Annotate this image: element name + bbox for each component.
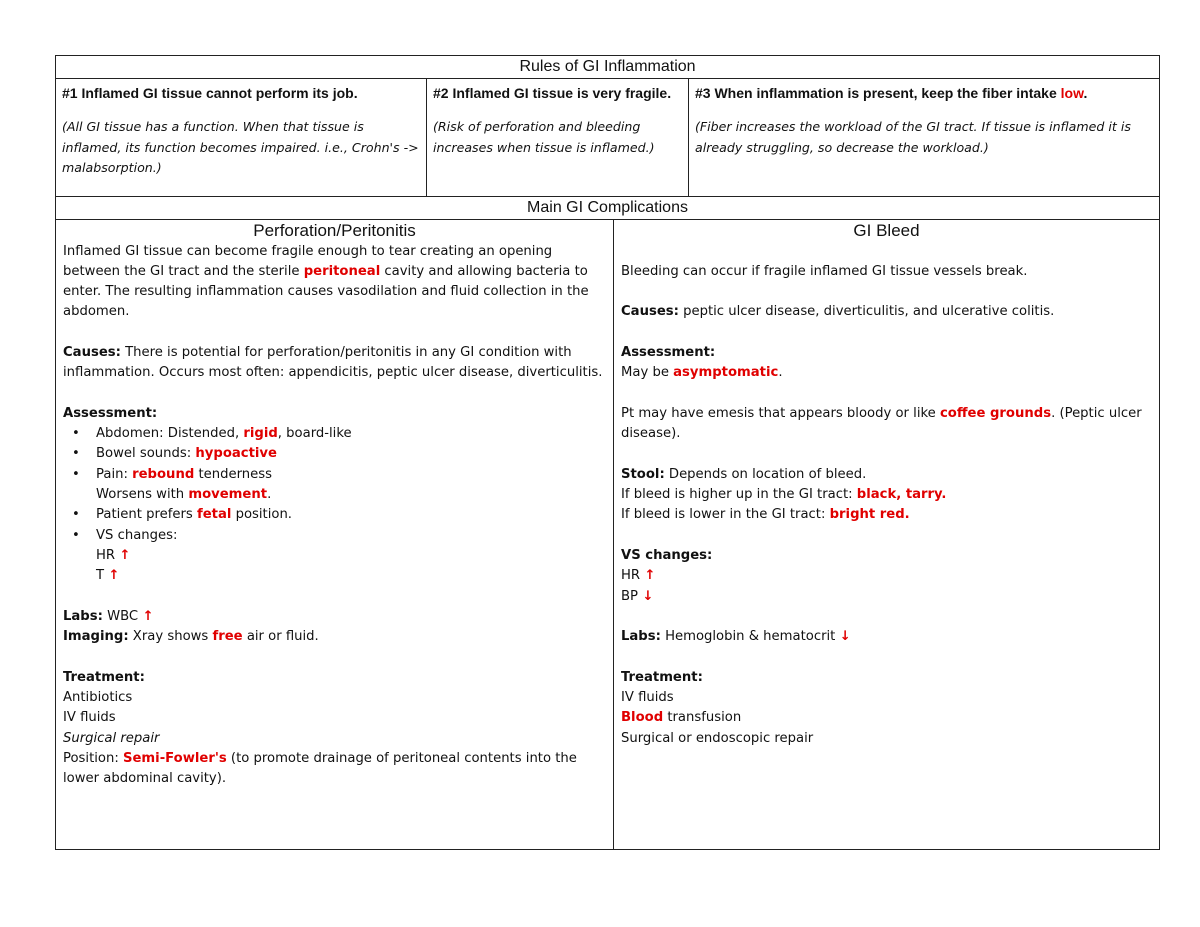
vs-hr [63,546,606,566]
vs-label: T [96,568,109,584]
vs-label: VS changes: [621,547,713,563]
treatment-position [63,749,606,790]
causes-label: Causes: [621,304,679,320]
bullet-icon: • [72,527,80,543]
assess-text: VS changes: [96,527,178,543]
imaging-text-end: air or fluid. [242,629,319,645]
rule-1 [56,79,427,197]
causes-text: peptic ulcer disease, diverticulitis, and ulcerative colitis. [678,304,1055,320]
assess-line [621,363,1152,383]
list-item [63,526,606,546]
perforation-title: Perforation/Peritonitis [253,220,416,240]
assess-text: Pain: [96,466,133,482]
list-item [63,465,606,485]
stool-high-highlight: black, tarry. [856,487,947,503]
treatment-text: transfusion [663,710,742,726]
gi-bleed-assessment-label: Assessment: [621,344,716,360]
treatment-item: Surgical or endoscopic repair [621,730,814,746]
stool-line [621,465,1152,485]
perforation-intro-end: cavity and allowing bacteria to enter. The resulting inflammation causes vasodilation and fluid collection in the abdomen. [63,263,589,320]
gi-bleed-labs [621,627,1152,647]
perforation-causes-text: There is potential for perforation/peritonitis in any GI condition with inflammation. Occurs most often: appendicitis, peptic ulcer disease, diverticulitis. [63,344,603,381]
rule-2-heading-text: #2 Inflamed GI tissue is very fragile. [433,85,672,101]
vs-bp-label: BP [621,588,643,604]
rules-title: Rules of GI Inflammation [56,56,1160,79]
perforation-intro [63,242,606,323]
vs-hr [621,566,1152,586]
assess-highlight: rebound [132,466,195,482]
assess-highlight: movement [188,487,268,503]
assess-highlight: rigid [243,426,278,442]
gi-bleed-treatment-label: Treatment: [621,669,703,685]
assess-subline [63,485,606,505]
perforation-assessment-list-2 [63,505,606,546]
perforation-causes-label: Causes: [63,344,121,360]
perforation-treatment-label: Treatment: [63,669,145,685]
rule-2-heading [433,83,682,103]
stool-high [621,485,1152,505]
rule-3-heading-end: . [1083,85,1088,101]
perforation-causes [63,343,606,384]
assess-highlight: fetal [196,507,232,523]
perforation-intro-text: Inflamed GI tissue can become fragile enough to tear creating an opening between the GI tract and the sterile [63,243,553,279]
arrow-up-icon: ↑ [119,547,131,563]
emesis-line [621,404,1152,445]
rule-3-note: (Fiber increases the workload of the GI tract. If tissue is inflamed it is already struggling, so decrease the workload.) [695,119,1131,155]
treatment-item: IV fluids [621,690,674,706]
rule-3 [689,79,1160,197]
labs-text: WBC [102,608,143,624]
list-item [63,505,606,525]
gi-bleed-causes [621,302,1152,322]
assess-text: Bowel sounds: [96,446,196,462]
perforation-labs [63,607,606,627]
vs-t [63,566,606,586]
perforation-intro-highlight: peritoneal [303,263,381,279]
position-text: Position: [63,750,123,766]
rule-1-heading-text: #1 Inflamed GI tissue cannot perform its job. [62,85,358,101]
stool-text: Depends on location of bleed. [664,466,867,482]
stool-low-text: If bleed is lower in the GI tract: [621,507,830,523]
labs-label: Labs: [63,608,103,624]
position-highlight: Semi-Fowler's [122,750,227,766]
vs-label: HR [96,547,120,563]
bullet-icon: • [72,446,80,462]
perforation-assessment-list [63,424,606,485]
complications-title: Main GI Complications [56,196,1160,219]
assess-text: Abdomen: Distended, [96,426,244,442]
rule-2 [427,79,689,197]
treatment-highlight: Blood [621,710,664,726]
rule-3-heading-highlight: low [1060,85,1084,101]
emesis-text: Pt may have emesis that appears bloody or like [621,405,940,421]
arrow-up-icon: ↑ [142,608,154,624]
stool-label: Stool: [621,466,665,482]
gi-bleed-column [614,219,1160,849]
assess-text-end: . [778,365,783,381]
bullet-icon: • [72,466,80,482]
emesis-highlight: coffee grounds [939,405,1052,421]
list-item [63,424,606,444]
assess-highlight: asymptomatic [673,365,779,381]
assess-text-end: . [267,487,272,503]
list-item [63,444,606,464]
assess-text-end: , board-like [277,426,352,442]
gi-bleed-intro: Bleeding can occur if fragile inflamed GI tissue vessels break. [621,263,1028,279]
rule-1-heading [62,83,420,103]
vs-hr-label: HR [621,568,645,584]
rules-table [55,55,1160,197]
bullet-icon: • [72,426,80,442]
imaging-text: Xray shows [128,629,213,645]
imaging-label: Imaging: [63,629,129,645]
assess-text: Patient prefers [96,507,197,523]
perforation-column [56,219,614,849]
arrow-down-icon: ↓ [839,629,851,645]
rule-2-note: (Risk of perforation and bleeding increases when tissue is inflamed.) [433,119,655,155]
assess-highlight: hypoactive [195,446,277,462]
complications-table [55,196,1160,850]
position-text-end: (to promote drainage of peritoneal contents into the lower abdominal cavity). [63,750,577,787]
treatment-item [621,708,1152,728]
gi-bleed-title: GI Bleed [853,220,920,240]
perforation-assessment-label: Assessment: [63,405,158,421]
stool-low-highlight: bright red. [829,507,910,523]
arrow-up-icon: ↑ [108,568,120,584]
rule-1-note: (All GI tissue has a function. When that tissue is inflamed, its function becomes impaired. i.e., Crohn's -> malabsorption.) [62,119,419,175]
stool-high-text: If bleed is higher up in the GI tract: [621,487,857,503]
rule-3-heading-text: #3 When inflammation is present, keep the fiber intake [695,85,1061,101]
stool-low [621,505,1152,525]
bullet-icon: • [72,507,80,523]
document-sheet [55,55,1159,850]
labs-text: Hemoglobin & hematocrit [660,629,840,645]
rule-3-heading [695,83,1153,103]
treatment-item: Antibiotics [63,690,133,706]
emesis-text-end: . (Peptic ulcer disease). [621,405,1142,442]
treatment-item: Surgical repair [63,730,160,746]
assess-text-end: tenderness [194,466,273,482]
imaging-highlight: free [212,629,243,645]
perforation-imaging [63,627,606,647]
treatment-item: IV fluids [63,710,116,726]
assess-text-end: position. [231,507,292,523]
assess-text: Worsens with [96,487,189,503]
arrow-down-icon: ↓ [642,588,654,604]
arrow-up-icon: ↑ [644,568,656,584]
vs-bp [621,587,1152,607]
assess-text: May be [621,365,674,381]
labs-label: Labs: [621,629,661,645]
